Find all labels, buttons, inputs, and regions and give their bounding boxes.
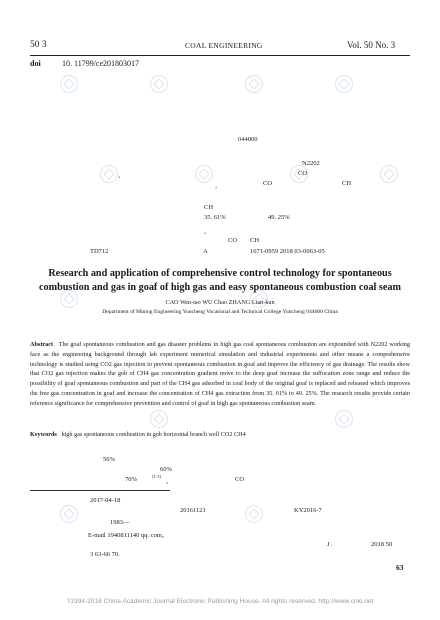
doi-value: 10. 11799/ce201803017 (62, 59, 140, 68)
footnote-citation: 2018 50 (371, 541, 393, 548)
keywords-text: high gas spontaneous combustion in gob horizontal branch well CO2 CH4 (61, 431, 246, 438)
body-fragment: 。 (166, 478, 173, 485)
watermark-icon (335, 75, 353, 93)
watermark-icon (60, 75, 78, 93)
watermark-icon (245, 505, 263, 523)
journal-name: COAL ENGINEERING (185, 41, 263, 50)
cn-postcode: 044000 (238, 136, 258, 143)
body-fragment: CO (235, 476, 245, 483)
watermark-icon (335, 410, 353, 428)
footnote-fund: 20161121 (180, 507, 206, 514)
footnote-received-date: 2017-04-18 (90, 497, 121, 504)
cn-article-id: 1671-0959 2018 03-0063-05 (250, 248, 325, 255)
cn-fragment: 35. 61% (204, 214, 226, 221)
cn-doc-code: A (203, 248, 208, 255)
cn-clc-number: TD712 (90, 248, 109, 255)
watermark-icon (245, 75, 263, 93)
header-vol-no: Vol. 50 No. 3 (347, 40, 396, 50)
watermark-icon (150, 75, 168, 93)
watermark-icon (195, 165, 213, 183)
cn-fragment: ， (215, 182, 222, 189)
cn-fragment: CH (204, 204, 214, 211)
keywords (30, 431, 246, 438)
body-fragment: 56% (103, 456, 115, 463)
footnote-citation: 3 63-66 70. (90, 551, 120, 558)
cn-fragment: CH (250, 237, 260, 244)
footnote-rule (30, 490, 170, 491)
cn-fragment: CH (342, 180, 352, 187)
header-rule (30, 55, 410, 56)
watermark-icon (380, 165, 398, 183)
cn-fragment: 49. 25% (268, 214, 290, 221)
footnote-fund: KY2016-7 (294, 507, 322, 514)
page-number: 63 (396, 563, 404, 572)
copyright-notice: ?1994-2018 China Academic Journal Electronic Publishing House. All rights reserved. http://www.cnki.net (66, 598, 374, 605)
cn-fragment: CO (228, 237, 238, 244)
watermark-icon (150, 410, 168, 428)
authors: CAO Wen-tao WU Chao ZHANG Lian-kun (165, 299, 275, 306)
title-line: combustion and gas in goaf of high gas and easy spontaneous combustion coal seam (38, 282, 401, 293)
abstract-label: Abstract (30, 341, 54, 348)
watermark-icon (100, 165, 118, 183)
cn-fragment: CO (298, 170, 308, 177)
body-fragment: 60% (160, 466, 172, 473)
header-volume-issue: 50 3 (30, 40, 47, 50)
cn-fragment: 、 (118, 172, 125, 179)
cn-fragment: N2202 (302, 160, 320, 167)
abstract-text: The goaf spontaneous combustion and gas disaster problems in high gas coal spontaneous combustion are expounded with N2202 working face as the engineering background through lab experiment numerical simulation and industrial experiments and other means a comprehensive technology is studied using CO2 gas injection to prevent spontaneous combustion in goaf and improve the efficiency of gas drainage. The results show that CO2 gas injection makes the gob of CH4 gas concentration gradient move to the deep goaf increase the suffocation zone range and reduce the possibility of goaf spontaneous combustion and part of the CH4 gas adsorbed in coal body of the original goaf is replaced and released which improves the free gas concentration in goaf and increase the concentration of CH4 gas extraction from 35. 61% to 49. 25%. The research results provide certain reference significance for comprehensive prevention and control of goaf in high gas spontaneous combustion seam. (30, 341, 410, 407)
doi-label: doi (30, 59, 41, 68)
cn-fragment: ， (204, 228, 211, 235)
keywords-label: Keywords (30, 431, 57, 438)
title-line: Research and application of comprehensive control technology for spontaneous (48, 268, 392, 279)
footnote-citation: J . (327, 541, 333, 548)
body-fragment: 70% (125, 476, 137, 483)
cn-fragment: CO (263, 180, 273, 187)
footnote-email: E-mail 1940811140 qq. com。 (88, 532, 169, 539)
watermark-icon (60, 505, 78, 523)
body-citation: [1-3] (152, 474, 161, 479)
abstract (30, 340, 410, 409)
footnote-author-year: 1983— (110, 519, 130, 526)
affiliation: Department of Mining Engineering Yuncheng Vocational and Technical College Yuncheng 044000 China (102, 309, 338, 315)
